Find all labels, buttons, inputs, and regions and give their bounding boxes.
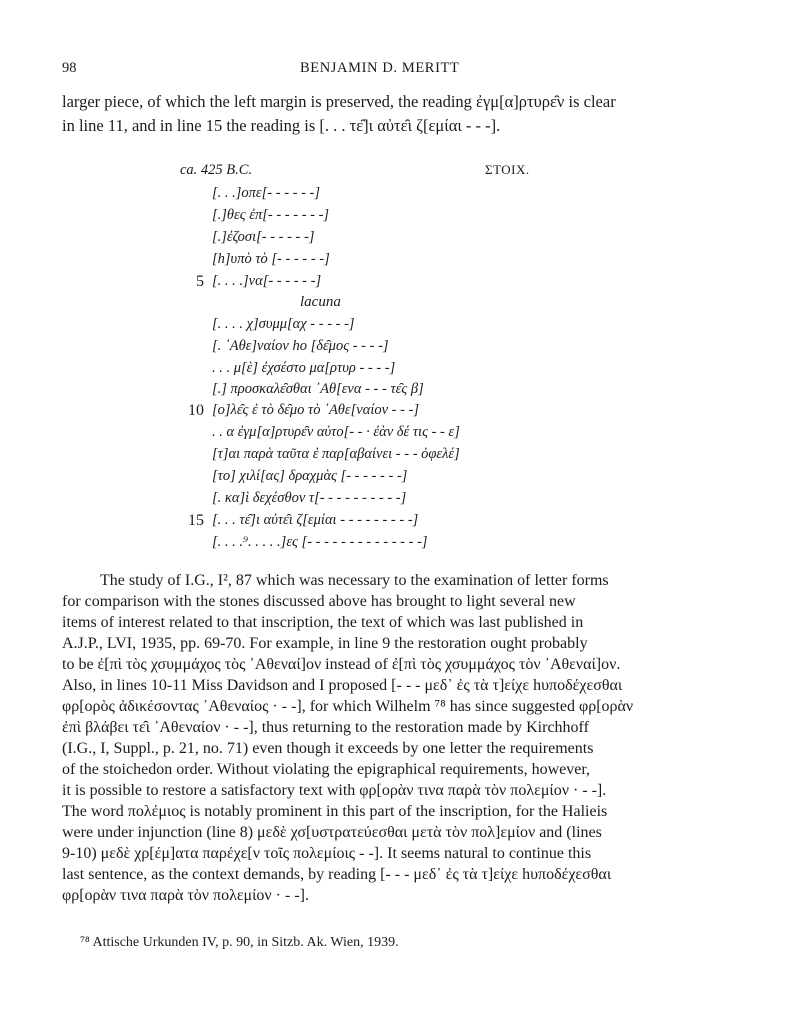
body-line: 9-10) μεδὲ χρ[έμ]ατα παρέχε[ν τοῖς πολεμίοις - -]. It seems natural to continue this	[62, 845, 592, 862]
inscription-line: [το] χιλί[ας] δραχμὰς [- - - - - - -]	[212, 468, 408, 484]
intro-line-1: larger piece, of which the left margin is preserved, the reading ἐγμ[α]ρτυρε̑ν is clear	[62, 92, 616, 111]
line-number: 5	[196, 273, 204, 290]
inscription-line: [.]ἐζοσι[- - - - - -]	[212, 229, 315, 245]
line-number: 15	[188, 512, 204, 529]
body-line: φρ[ορὰν τινα παρὰ τὸν πολεμίον · - -].	[62, 887, 309, 904]
inscription-line: [ο]λε̑ς ἐ τὸ δε̑μο τὸ ᾿Αθε[ναίον - - -]	[212, 402, 420, 418]
inscription-style: ΣΤΟΙΧ.	[485, 162, 530, 177]
body-line: A.J.P., LVI, 1935, pp. 69-70. For example, in line 9 the restoration ought probably	[62, 635, 588, 652]
inscription-line: [.]θες ἐπ[- - - - - - -]	[212, 207, 330, 223]
intro-line-2: in line 11, and in line 15 the reading is [. . . τε̑]ι αὐτε̑ι ζ[εμίαι - - -].	[62, 116, 501, 135]
inscription-line: [. . . . χ]συμμ[αχ - - - - -]	[212, 316, 355, 332]
inscription-date: ca. 425 B.C.	[180, 162, 253, 178]
body-line: The word πολέμιος is notably prominent in this part of the inscription, for the Halieis	[62, 803, 608, 820]
line-number: 10	[188, 402, 204, 419]
body-line: last sentence, as the context demands, by reading [- - - μεδ᾿ ἐς τὰ τ]είχε hυποδέχεσθαι	[62, 866, 612, 883]
body-line: of the stoichedon order. Without violating the epigraphical requirements, however,	[62, 761, 591, 778]
body-line: it is possible to restore a satisfactory text with φρ[ορὰν τινα παρὰ τὸν πολεμίον · - -].	[62, 782, 607, 799]
body-line: ἐπὶ βλάβει τε̑ι ᾿Αθεναίον · - -], thus returning to the restoration made by Kirchhoff	[62, 719, 589, 736]
body-line: The study of I.G., I², 87 which was necessary to the examination of letter forms	[100, 572, 609, 589]
body-line: for comparison with the stones discussed above has brought to light several new	[62, 593, 576, 610]
body-line: (I.G., I, Suppl., p. 21, no. 71) even though it exceeds by one letter the requirements	[62, 740, 594, 757]
footnote: ⁷⁸ Attische Urkunden IV, p. 90, in Sitzb. Ak. Wien, 1939.	[80, 935, 399, 950]
inscription-line: . . α ἐγμ[α]ρτυρε̑ν αὐτο[- - · ἐὰν δέ τις - - ε]	[212, 424, 460, 440]
inscription-line: [τ]αι παρὰ ταῦτα ἐ παρ[αβαίνει - - - ὀφελέ]	[212, 446, 460, 462]
inscription-line: [. ᾿Αθε]ναίον ho [δε̑μος - - - -]	[212, 338, 389, 354]
inscription-line: [. . .]οπε[- - - - - -]	[212, 185, 321, 201]
body-line: to be ἐ[πὶ τὸς χσυμμάχος τὸς ᾿Αθεναί]ον instead of ἐ[πὶ τὸς χσυμμάχος τὸν ᾿Αθεναί]ον.	[62, 656, 621, 673]
body-line: φρ[ορὸς ἀδικέσοντας ᾿Αθεναίος · - -], for which Wilhelm ⁷⁸ has since suggested φρ[ορὰν	[62, 698, 634, 715]
running-title: BENJAMIN D. MERITT	[300, 60, 460, 76]
inscription-line: [. κα]ὶ δεχέσθον τ[- - - - - - - - - -]	[212, 490, 407, 506]
inscription-line: [. . . τε̑]ι αὐτε̑ι ζ[εμίαι - - - - - - - - -]	[212, 512, 419, 528]
lacuna-label: lacuna	[300, 294, 341, 310]
body-line: Also, in lines 10-11 Miss Davidson and I proposed [- - - μεδ᾿ ἐς τὰ τ]είχε hυποδέχεσθαι	[62, 677, 623, 694]
body-line: were under injunction (line 8) μεδὲ χσ[υστρατεύεσθαι μετὰ τὸν πολ]εμίον and (lines	[62, 824, 602, 841]
inscription-line: [. . . .]να[- - - - - -]	[212, 273, 322, 289]
page-number: 98	[62, 60, 77, 76]
inscription-line: [.] προσκαλε̑σθαι ᾿Αθ[ενα - - - τε̑ς β]	[212, 381, 424, 397]
inscription-line: . . . μ[ὲ] ἐχσέστο μα[ρτυρ - - - -]	[212, 360, 396, 376]
inscription-line: [h]υπὸ τὸ [- - - - - -]	[212, 251, 330, 267]
inscription-line: [. . . .⁹. . . . .]ες [- - - - - - - - - - - - - -]	[212, 534, 428, 550]
body-line: items of interest related to that inscription, the text of which was last published in	[62, 614, 584, 631]
